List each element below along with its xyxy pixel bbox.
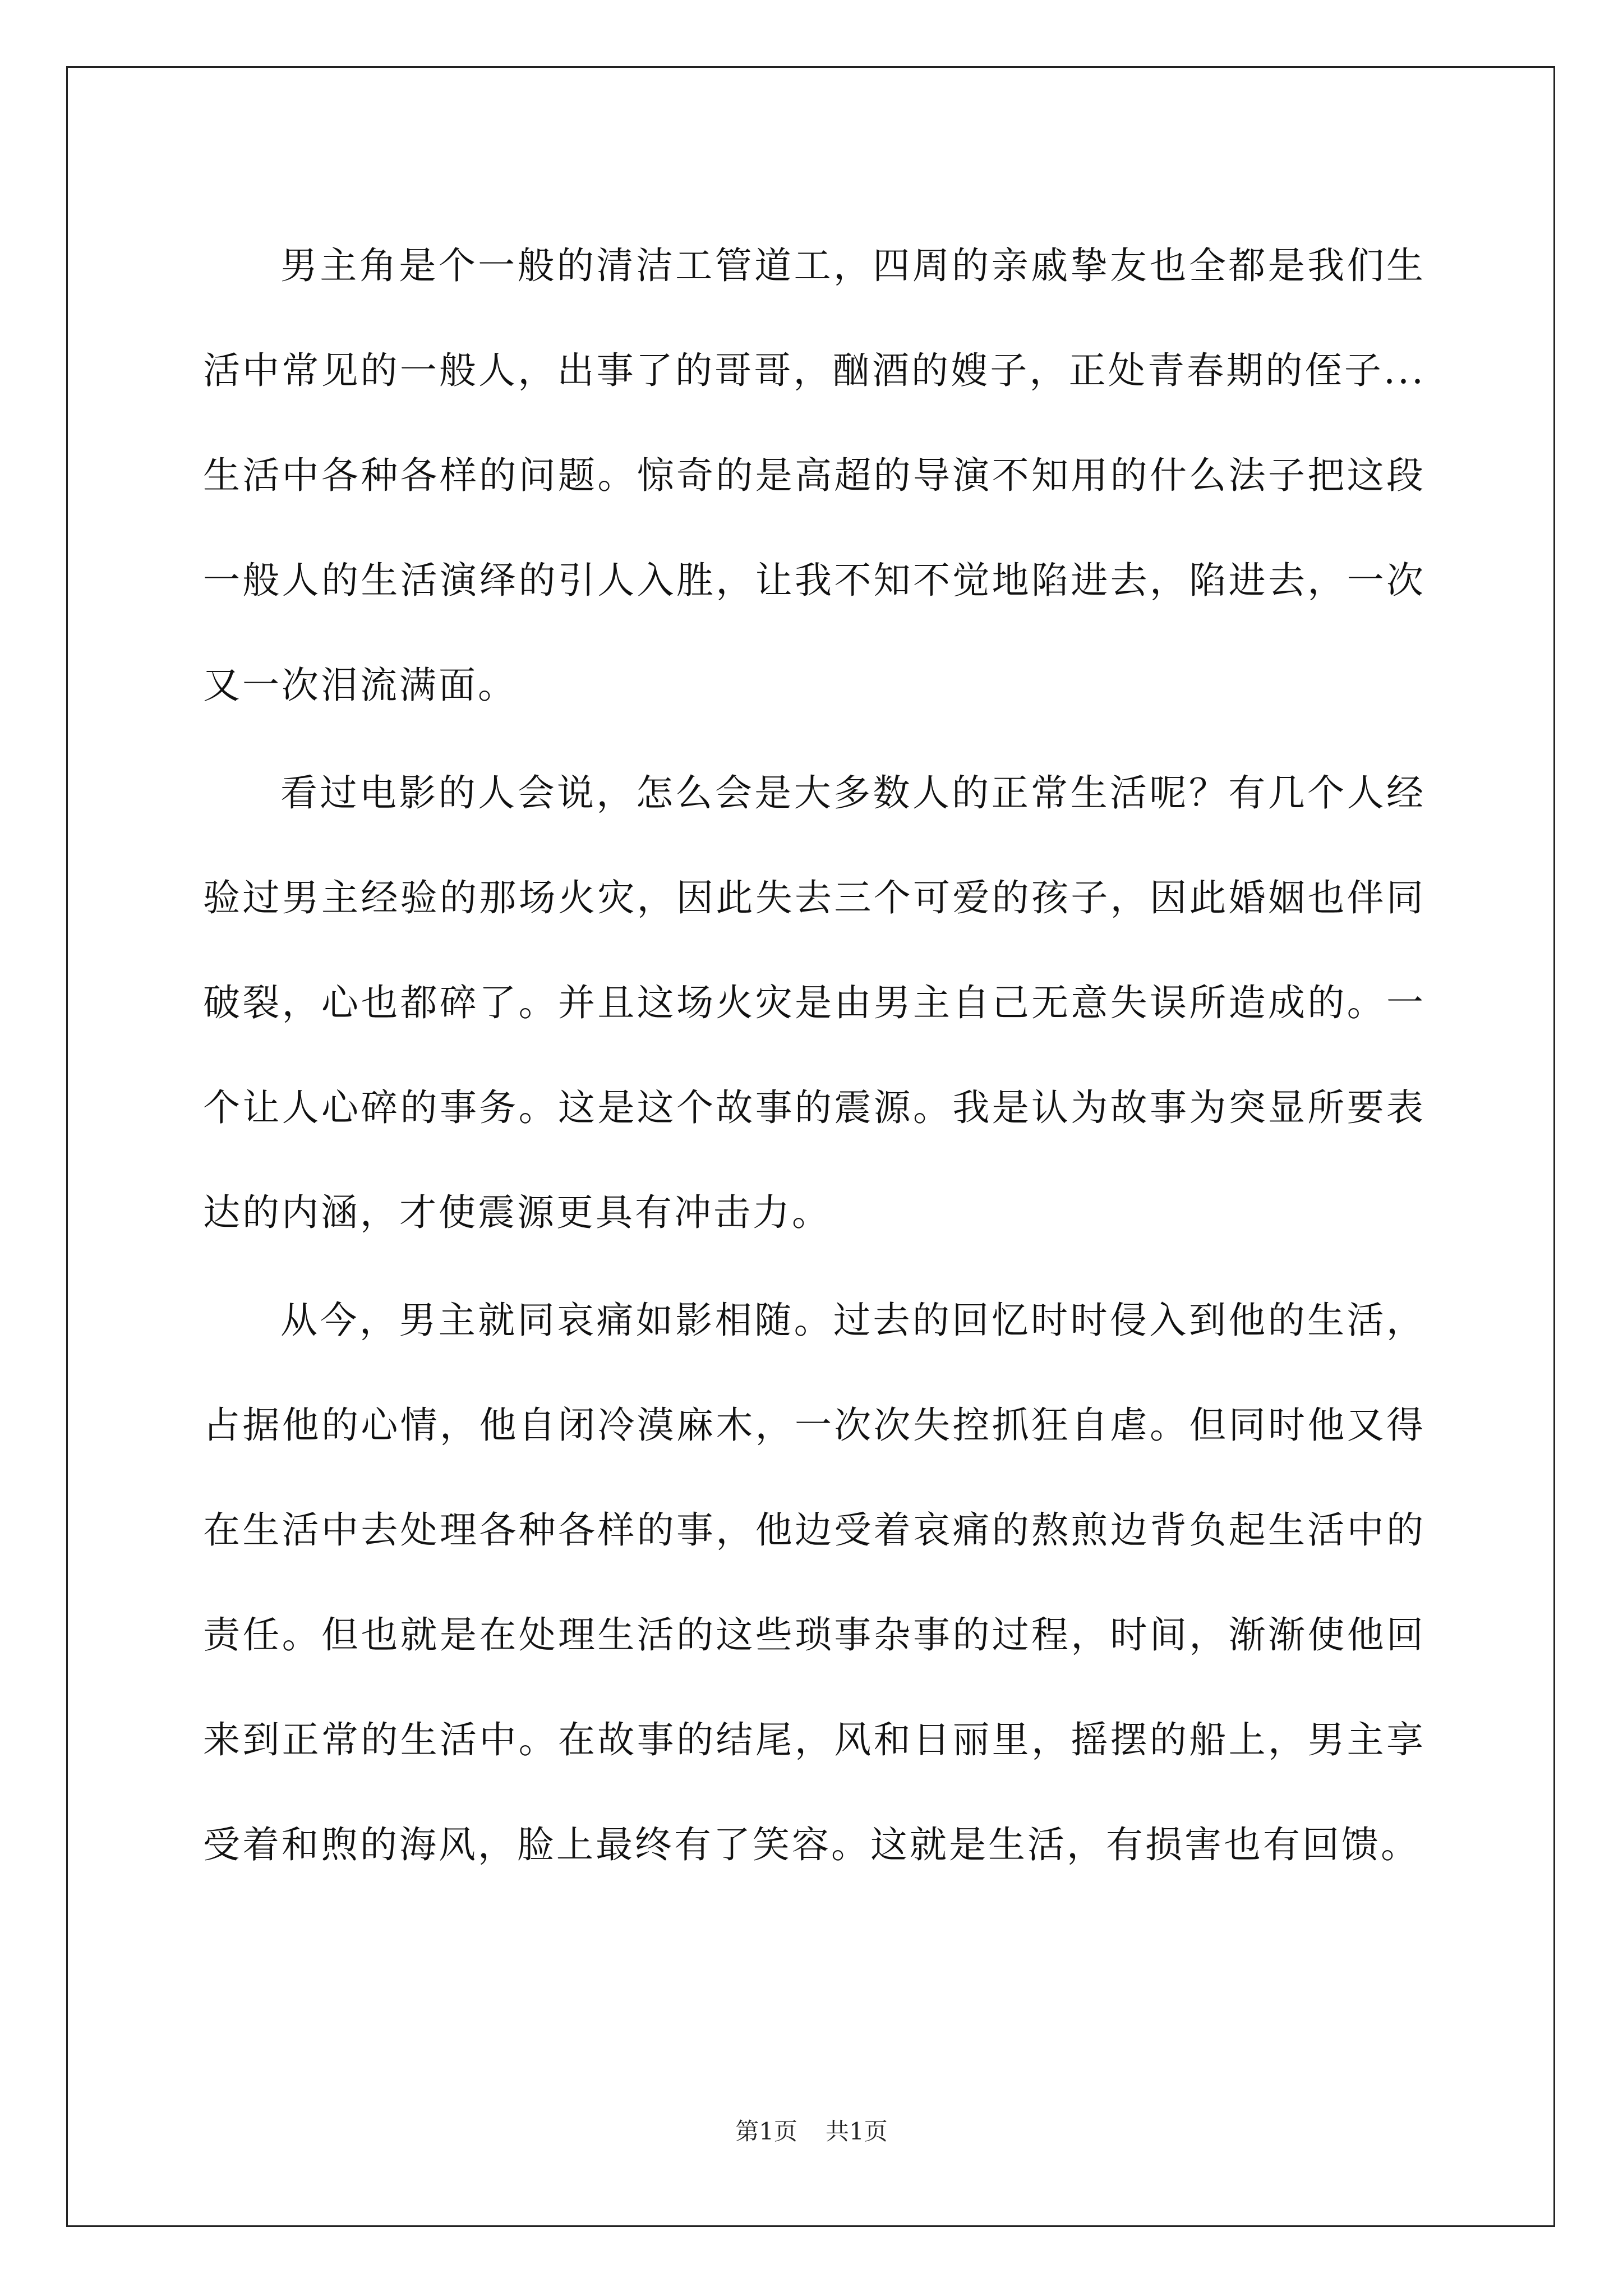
page-number: 第1页 <box>735 2118 797 2145</box>
page-footer <box>0 2115 1623 2148</box>
document-body <box>203 213 1426 1897</box>
paragraph: 从今，男主就同哀痛如影相随。过去的回忆时时侵入到他的生活，占据他的心情，他自闭冷漠麻木，一次次失控抓狂自虐。但同时他又得在生活中去处理各种各样的事，他边受着哀痛的熬煎边背负起生活中的责任。但也就是在处理生活的这些琐事杂事的过程，时间，渐渐使他回来到正常的生活中。在故事的结尾，风和日丽里，摇摆的船上，男主享受着和煦的海风，脸上最终有了笑容。这就是生活，有损害也有回馈。 <box>203 1299 1426 1866</box>
paragraph: 看过电影的人会说，怎么会是大多数人的正常生活呢？有几个人经验过男主经验的那场火灾，因此失去三个可爱的孩子，因此婚姻也伴同破裂，心也都碎了。并且这场火灾是由男主自己无意失误所造成的。一个让人心碎的事务。这是这个故事的震源。我是认为故事为突显所要表达的内涵，才使震源更具有冲击力。 <box>203 771 1426 1234</box>
page-total: 共1页 <box>826 2118 888 2145</box>
paragraph: 男主角是个一般的清洁工管道工，四周的亲戚挚友也全都是我们生活中常见的一般人，出事了的哥哥，酗酒的嫂子，正处青春期的侄子...生活中各种各样的问题。惊奇的是高超的导演不知用的什么法子把这段一般人的生活演绎的引人入胜，让我不知不觉地陷进去，陷进去，一次又一次泪流满面。 <box>203 244 1426 707</box>
